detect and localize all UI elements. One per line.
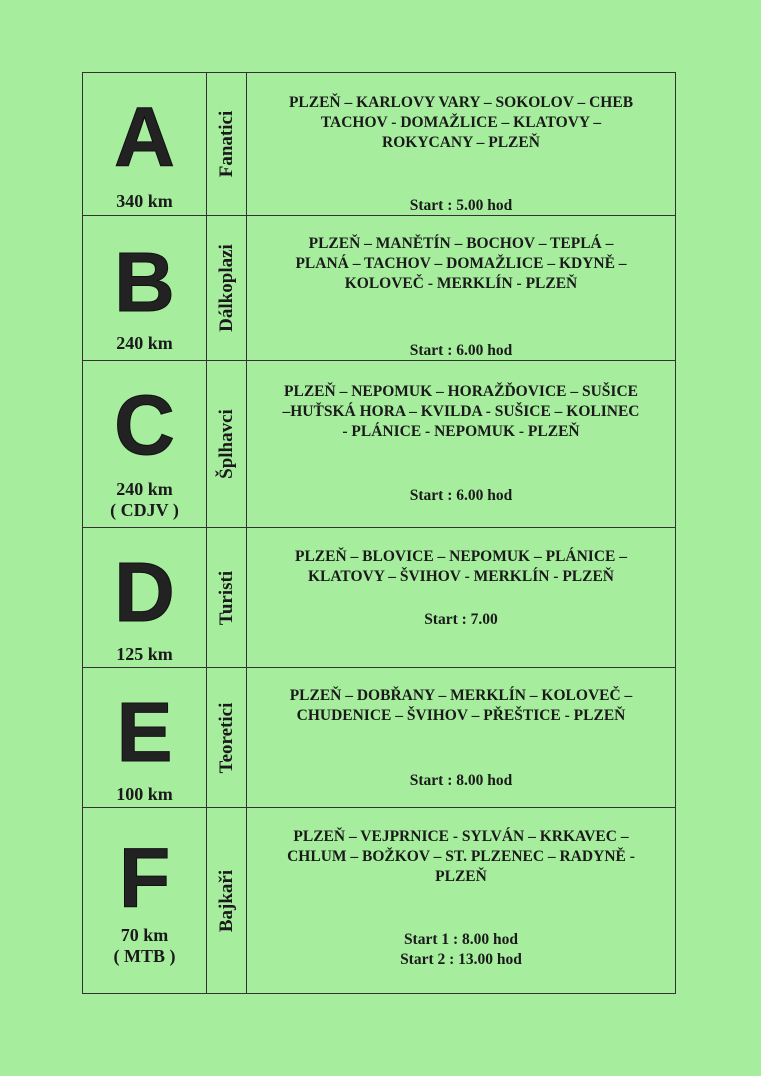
route-distance: 100 km bbox=[116, 784, 173, 804]
start-time: Start : 6.00 hod bbox=[409, 487, 513, 504]
start-time: Start 1 : 8.00 hod Start 2 : 13.00 hod bbox=[400, 931, 522, 968]
route-distance: 125 km bbox=[116, 644, 173, 664]
team-cell bbox=[207, 808, 247, 993]
route-row-d bbox=[83, 528, 675, 668]
letter-cell bbox=[83, 361, 207, 527]
route-distance: 340 km bbox=[116, 191, 173, 211]
route-distance: 240 km ( CDJV ) bbox=[110, 479, 179, 520]
team-cell bbox=[207, 528, 247, 667]
team-cell bbox=[207, 73, 247, 215]
team-name: Bajkaři bbox=[215, 869, 237, 932]
team-name: Dálkoplazi bbox=[215, 244, 237, 332]
route-cell bbox=[247, 528, 675, 667]
route-row-c bbox=[83, 361, 675, 528]
routes-table bbox=[82, 72, 676, 994]
team-name: Fanatici bbox=[215, 110, 237, 178]
route-row-a bbox=[83, 73, 675, 216]
team-name: Teoretici bbox=[215, 702, 237, 773]
start-time: Start : 8.00 hod bbox=[409, 772, 513, 789]
start-time: Start : 5.00 hod bbox=[409, 197, 513, 214]
route-letter: B bbox=[114, 235, 175, 329]
route-cell bbox=[247, 73, 675, 215]
route-cell bbox=[247, 668, 675, 807]
team-name: Turisti bbox=[215, 570, 237, 625]
route-description: PLZEŇ – NEPOMUK – HORAŽĎOVICE – SUŠICE –HUŤSKÁ HORA – KVILDA - SUŠICE – KOLINEC - PLÁNICE - NEPOMUK - PLZEŇ bbox=[282, 383, 640, 440]
route-letter: A bbox=[114, 90, 175, 184]
letter-cell bbox=[83, 73, 207, 215]
route-description: PLZEŇ – MANĚTÍN – BOCHOV – TEPLÁ – PLANÁ – TACHOV – DOMAŽLICE – KDYNĚ – KOLOVEČ - MERKLÍN - PLZEŇ bbox=[295, 235, 627, 292]
route-letter: E bbox=[116, 685, 173, 779]
route-letter: F bbox=[118, 831, 171, 925]
route-letter: C bbox=[114, 378, 175, 472]
route-letter: D bbox=[114, 545, 175, 639]
route-row-e bbox=[83, 668, 675, 808]
route-distance: 240 km bbox=[116, 333, 173, 353]
team-cell bbox=[207, 361, 247, 527]
team-cell bbox=[207, 216, 247, 360]
team-cell bbox=[207, 668, 247, 807]
route-cell bbox=[247, 361, 675, 527]
route-distance: 70 km ( MTB ) bbox=[113, 925, 176, 966]
letter-cell bbox=[83, 528, 207, 667]
route-description: PLZEŇ – BLOVICE – NEPOMUK – PLÁNICE – KLATOVY – ŠVIHOV - MERKLÍN - PLZEŇ bbox=[295, 548, 627, 585]
route-description: PLZEŇ – VEJPRNICE - SYLVÁN – KRKAVEC – CHLUM – BOŽKOV – ST. PLZENEC – RADYNĚ - PLZEŇ bbox=[287, 828, 635, 885]
letter-cell bbox=[83, 808, 207, 993]
route-row-b bbox=[83, 216, 675, 361]
team-name: Šplhavci bbox=[215, 409, 237, 479]
route-description: PLZEŇ – KARLOVY VARY – SOKOLOV – CHEB TACHOV - DOMAŽLICE – KLATOVY – ROKYCANY – PLZEŇ bbox=[288, 94, 634, 151]
start-time: Start : 7.00 bbox=[424, 611, 498, 628]
letter-cell bbox=[83, 668, 207, 807]
route-cell bbox=[247, 808, 675, 993]
route-description: PLZEŇ – DOBŘANY – MERKLÍN – KOLOVEČ – CHUDENICE – ŠVIHOV – PŘEŠTICE - PLZEŇ bbox=[289, 687, 633, 724]
letter-cell bbox=[83, 216, 207, 360]
start-time: Start : 6.00 hod bbox=[409, 342, 513, 359]
route-row-f bbox=[83, 808, 675, 993]
route-cell bbox=[247, 216, 675, 360]
